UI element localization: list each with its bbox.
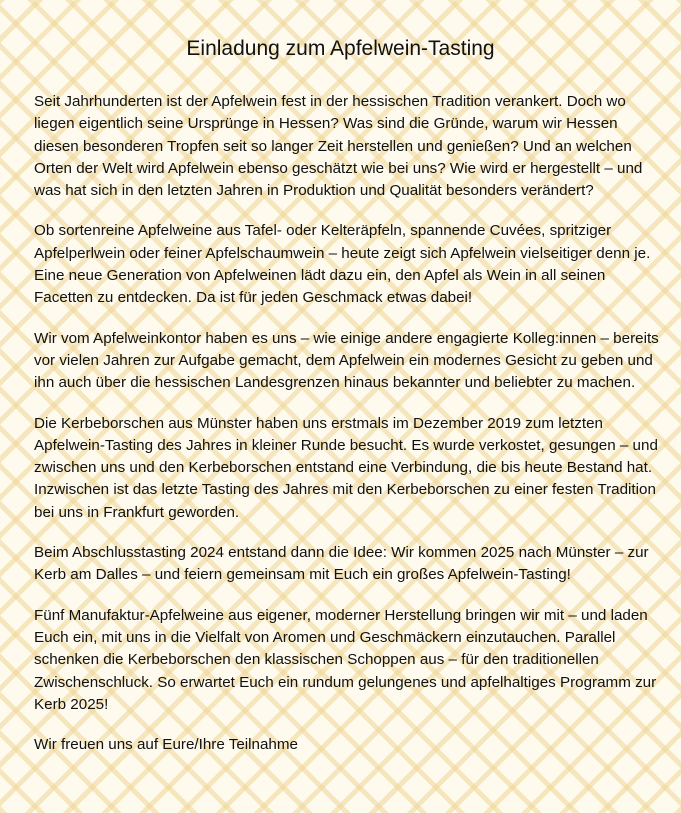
paragraph-apfelweinkontor: Wir vom Apfelweinkontor haben es uns – wie einige andere engagierte Kolleg:innen – bereits vor vielen Jahren zur Aufgabe gemacht, dem Apfelwein ein modernes Gesicht zu geben und ihn auch über die hessischen Landesgrenzen hinaus bekannter und beliebter zu machen.: [34, 329, 659, 392]
paragraph-kerbeborschen: Die Kerbeborschen aus Münster haben uns erstmals im Dezember 2019 zum letzten Apfelwein-Tasting des Jahres in kleiner Runde besucht. Es wurde verkostet, gesungen – und zwischen uns und den Kerbeborschen entstand eine Verbindung, die bis heute Bestand hat. Inzwischen ist das letzte Tasting des Jahres mit den Kerbeborschen zu einer festen Tradition bei uns in Frankfurt geworden.: [34, 414, 658, 521]
paragraph-program: Fünf Manufaktur-Apfelweine aus eigener, moderner Herstellung bringen wir mit – und laden Euch ein, mit uns in die Vielfalt von Aromen und Geschmäckern einzutauchen. Parallel schenken die Kerbeborschen den klassischen Schoppen aus – für den traditionellen Zwischenschluck. So erwartet Euch ein rundum gelungenes und apfelhaltiges Programm zur Kerb 2025!: [34, 606, 657, 713]
paragraph-varieties: Ob sortenreine Apfelweine aus Tafel- oder Kelteräpfeln, spannende Cuvées, spritziger Apfelperlwein oder feiner Apfelschaumwein – heute zeigt sich Apfelwein vielseitiger denn je. Eine neue Generation von Apfelweinen lädt dazu ein, den Apfel als Wein in all seinen Facetten zu entdecken. Da ist für jeden Geschmack etwas dabei!: [34, 222, 651, 307]
page-title: Einladung zum Apfelwein-Tasting: [186, 37, 495, 60]
closing-line: Wir freuen uns auf Eure/Ihre Teilnahme: [34, 736, 298, 754]
paragraph-idea: Beim Abschlusstasting 2024 entstand dann die Idee: Wir kommen 2025 nach Münster – zur Kerb am Dalles – und feiern gemeinsam mit Euch ein großes Apfelwein-Tasting!: [34, 544, 649, 584]
paragraph-history: Seit Jahrhunderten ist der Apfelwein fest in der hessischen Tradition verankert. Doch wo liegen eigentlich seine Ursprünge in Hessen? Was sind die Gründe, warum wir Hessen diesen besonderen Tropfen seit so langer Zeit herstellen und genießen? Und an welchen Orten der Welt wird Apfelwein ebenso geschätzt wie bei uns? Wie wird er hergestellt – und was hat sich in den letzten Jahren in Produktion und Qualität besonders verändert?: [34, 93, 643, 200]
invitation-body: [34, 91, 666, 756]
